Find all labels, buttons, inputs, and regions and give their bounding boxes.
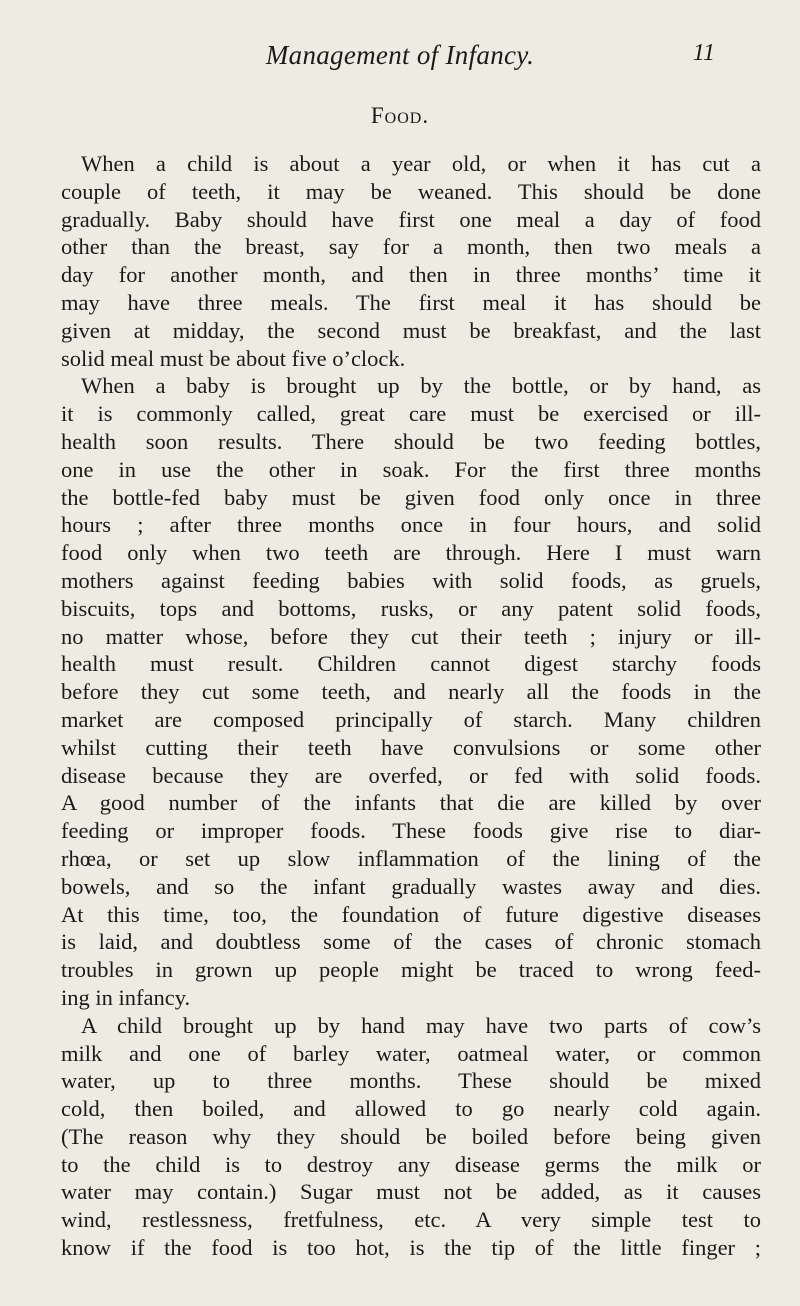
text-line: day for another month, and then in three months’ time it <box>61 262 761 288</box>
text-line: gradually. Baby should have first one meal a day of food <box>61 206 761 232</box>
text-line: troubles in grown up people might be traced to wrong feed- <box>61 957 761 983</box>
text-line: A child brought up by hand may have two parts of cow’s <box>81 1012 761 1038</box>
text-line: solid meal must be about five o’clock. <box>61 345 406 371</box>
text-line: whilst cutting their teeth have convulsions or some other <box>61 734 761 760</box>
text-line: mothers against feeding babies with solid foods, as gruels, <box>61 567 761 593</box>
running-title: Management of Infancy. <box>265 40 535 70</box>
text-line: cold, then boiled, and allowed to go nearly cold again. <box>61 1096 761 1122</box>
text-line: the bottle-fed baby must be given food only once in three <box>61 484 761 510</box>
text-line: water, up to three months. These should be mixed <box>61 1068 761 1094</box>
text-line: A good number of the infants that die are killed by over <box>61 790 761 816</box>
text-line: it is commonly called, great care must be exercised or ill- <box>61 401 761 427</box>
text-line: milk and one of barley water, oatmeal water, or common <box>61 1040 761 1066</box>
text-line: know if the food is too hot, is the tip of the little finger ; <box>61 1235 761 1261</box>
text-line: one in use the other in soak. For the first three months <box>61 456 761 482</box>
text-line: feeding or improper foods. These foods give rise to diar- <box>61 818 761 844</box>
text-line: ing in infancy. <box>61 984 191 1010</box>
text-line: given at midday, the second must be breakfast, and the last <box>61 317 761 343</box>
text-line: other than the breast, say for a month, then two meals a <box>61 234 761 260</box>
text-line: to the child is to destroy any disease germs the milk or <box>61 1151 761 1177</box>
text-line: may have three meals. The first meal it has should be <box>61 289 761 315</box>
text-line: rhœa, or set up slow inflammation of the lining of the <box>61 845 761 871</box>
text-line: biscuits, tops and bottoms, rusks, or any patent solid foods, <box>61 595 761 621</box>
text-line: At this time, too, the foundation of future digestive diseases <box>61 901 761 927</box>
text-line: When a baby is brought up by the bottle, or by hand, as <box>81 373 761 399</box>
page-number: 11 <box>692 40 715 66</box>
text-line: before they cut some teeth, and nearly all the foods in the <box>61 679 761 705</box>
text-line: food only when two teeth are through. Here I must warn <box>61 540 761 566</box>
text-line: water may contain.) Sugar must not be added, as it causes <box>61 1179 761 1205</box>
text-line: health must result. Children cannot digest starchy foods <box>61 651 761 677</box>
text-line: bowels, and so the infant gradually wastes away and dies. <box>61 873 761 899</box>
text-line: market are composed principally of starch. Many children <box>61 706 761 732</box>
text-line: no matter whose, before they cut their teeth ; injury or ill- <box>61 623 761 649</box>
text-line: health soon results. There should be two feeding bottles, <box>61 428 761 454</box>
running-head <box>0 40 800 76</box>
text-line: wind, restlessness, fretfulness, etc. A very simple test to <box>61 1207 761 1233</box>
section-heading: Food. <box>370 103 430 128</box>
text-line: When a child is about a year old, or when it has cut a <box>81 151 761 176</box>
text-line: is laid, and doubtless some of the cases of chronic stomach <box>61 929 761 955</box>
text-line: hours ; after three months once in four hours, and solid <box>61 512 761 538</box>
text-line: disease because they are overfed, or fed with solid foods. <box>61 762 761 788</box>
text-line: couple of teeth, it may be weaned. This should be done <box>61 178 761 204</box>
text-line: (The reason why they should be boiled before being given <box>61 1123 761 1149</box>
body-text <box>61 150 761 1262</box>
